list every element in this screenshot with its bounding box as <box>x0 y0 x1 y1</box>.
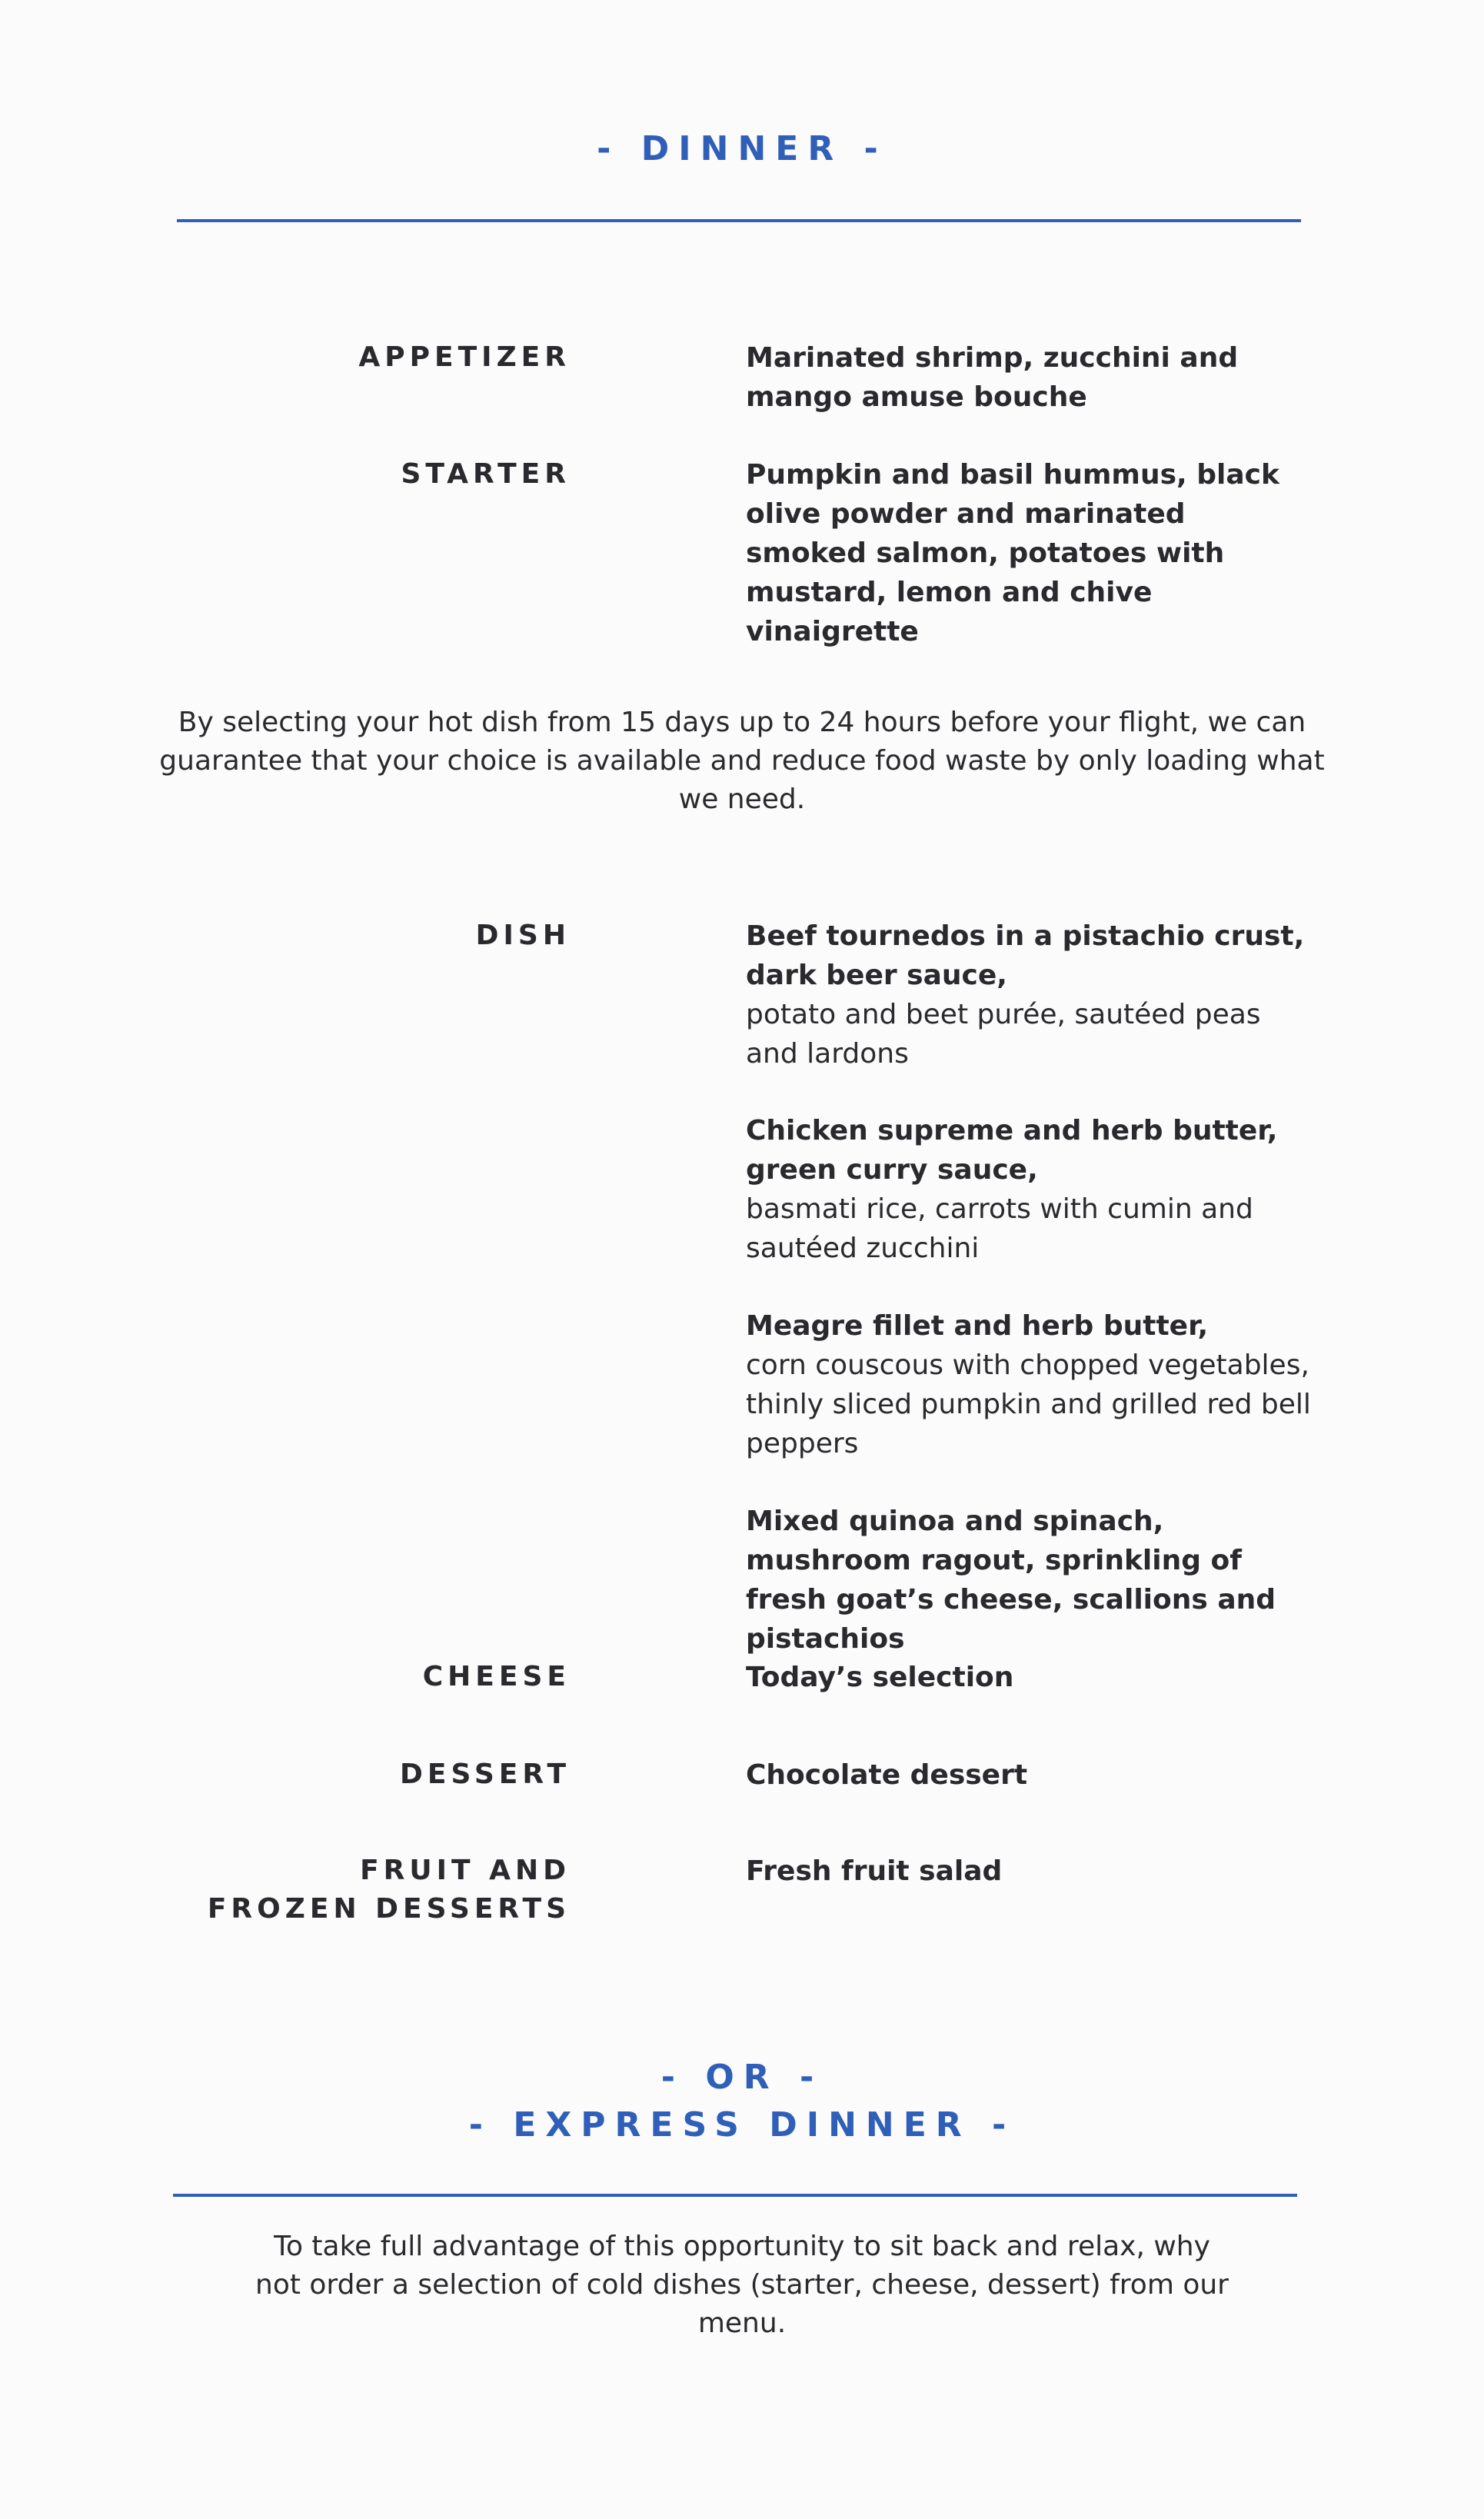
fruit-item <box>746 1852 1315 1891</box>
dish-option-name: Meagre fillet and herb butter, <box>746 1310 1209 1342</box>
dish-option-sides: corn couscous with chopped vegetables, thinly sliced pumpkin and grilled red bell peppers <box>746 1349 1311 1459</box>
fruit-label-line2: FROZEN DESSERTS <box>207 1893 571 1925</box>
dish-option-quinoa <box>746 1502 1315 1659</box>
dish-option-name: Chicken supreme and herb butter, green curry sauce, <box>746 1115 1278 1186</box>
dish-option-chicken <box>746 1111 1315 1268</box>
express-dinner-title: - EXPRESS DINNER - <box>468 2105 1016 2145</box>
dish-label: DISH <box>475 920 571 951</box>
cheese-item <box>746 1658 1315 1697</box>
dish-option-meagre <box>746 1306 1315 1463</box>
fruit-label-line1: FRUIT AND <box>360 1855 571 1886</box>
or-separator: - OR - <box>660 2058 824 2097</box>
dish-option-beef <box>746 917 1315 1073</box>
fruit-text: Fresh fruit salad <box>746 1855 1003 1887</box>
dessert-item <box>746 1755 1315 1795</box>
starter-text: Pumpkin and basil hummus, black olive powder and marinated smoked salmon, potatoes with mustard, lemon and chive vinaigrette <box>746 459 1279 647</box>
express-title-divider <box>173 2194 1297 2197</box>
dish-option-name: Mixed quinoa and spinach, mushroom ragout, sprinkling of fresh goat’s cheese, scallions and pistachios <box>746 1506 1276 1655</box>
appetizer-item <box>746 338 1315 417</box>
fruit-label <box>208 1852 571 1928</box>
dish-option-name: Beef tournedos in a pistachio crust, dark beer sauce, <box>746 920 1305 991</box>
dessert-label: DESSERT <box>400 1759 571 1790</box>
appetizer-text: Marinated shrimp, zucchini and mango amuse bouche <box>746 342 1239 413</box>
cheese-label: CHEESE <box>422 1661 571 1692</box>
express-description: To take full advantage of this opportunity to sit back and relax, why not order a selection of cold dishes (starter, cheese, dessert) from our menu. <box>255 2231 1229 2339</box>
starter-item <box>746 455 1315 651</box>
dessert-text: Chocolate dessert <box>746 1759 1028 1791</box>
dish-option-sides: basmati rice, carrots with cumin and sautéed zucchini <box>746 1193 1253 1264</box>
appetizer-label: APPETIZER <box>358 341 571 373</box>
starter-label: STARTER <box>401 458 571 490</box>
dinner-title: - DINNER - <box>597 129 887 168</box>
dish-option-sides: potato and beet purée, sautéed peas and lardons <box>746 999 1261 1070</box>
preorder-notice: By selecting your hot dish from 15 days up to 24 hours before your flight, we can guarantee that your choice is available and reduce food waste by only loading what we need. <box>159 707 1325 815</box>
cheese-text: Today’s selection <box>746 1662 1014 1693</box>
dinner-title-divider <box>177 219 1301 222</box>
